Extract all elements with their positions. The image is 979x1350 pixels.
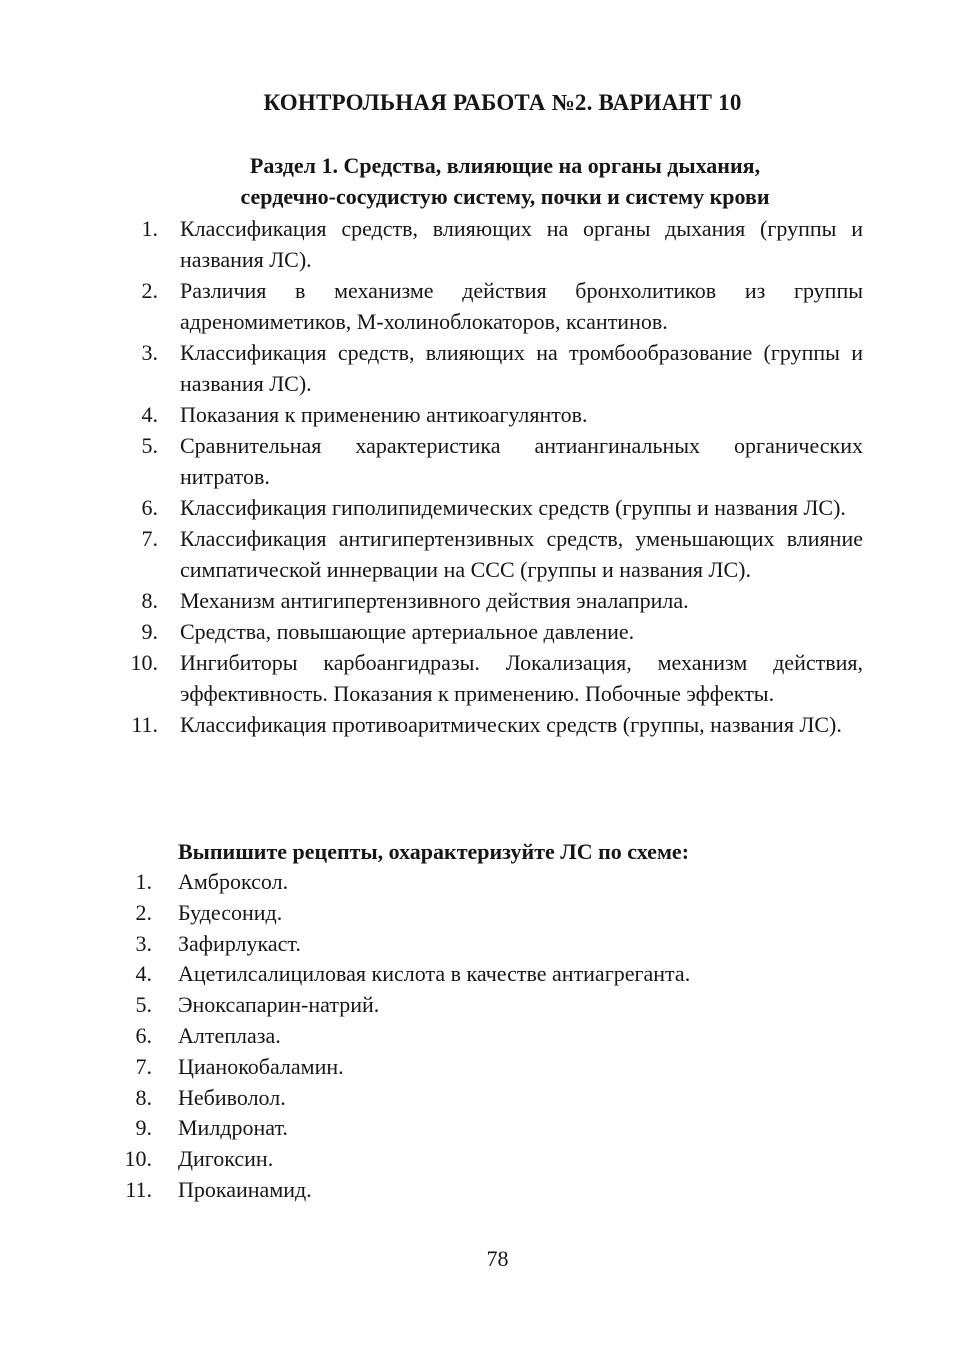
prescription-number: 11. <box>125 1176 152 1202</box>
section-heading <box>0 150 979 212</box>
question-text: Ингибиторы карбоангидразы. Локализация, механизм действия, эффективность. Показания к применению. Побочные эффекты. <box>180 650 863 706</box>
question-number: 3. <box>141 340 158 365</box>
question-item <box>0 337 863 399</box>
prescriptions-heading: Выпишите рецепты, охарактеризуйте ЛС по схеме: <box>178 839 690 864</box>
question-item <box>0 647 863 709</box>
prescription-text: Алтеплаза. <box>178 1022 281 1048</box>
question-number: 10. <box>130 650 158 675</box>
question-number: 8. <box>141 588 158 613</box>
prescription-number: 4. <box>135 961 152 987</box>
prescription-number: 10. <box>124 1146 152 1172</box>
prescriptions-list <box>0 867 861 1206</box>
prescription-number: 2. <box>135 899 152 925</box>
prescription-item <box>0 1175 861 1206</box>
prescription-text: Эноксапарин-натрий. <box>178 992 380 1018</box>
question-number: 9. <box>141 619 158 644</box>
prescription-number: 6. <box>135 1022 152 1048</box>
prescription-number: 7. <box>135 1053 152 1079</box>
prescription-item <box>0 867 861 898</box>
prescription-item <box>0 1144 861 1175</box>
section-heading-line-2: сердечно-сосудистую систему, почки и систему крови <box>240 184 770 209</box>
prescription-number: 3. <box>135 930 152 956</box>
question-text: Классификация антигипертензивных средств, уменьшающих влияние симпатической иннервации на ССС (группы и названия ЛС). <box>180 526 863 582</box>
question-item <box>0 399 863 430</box>
prescription-item <box>0 990 861 1021</box>
prescription-item <box>0 1052 861 1083</box>
prescription-number: 1. <box>135 869 152 894</box>
prescription-number: 8. <box>135 1084 152 1110</box>
question-text: Классификация противоаритмических средств (группы, названия ЛС). <box>180 712 842 737</box>
question-number: 1. <box>141 216 158 241</box>
question-item <box>0 492 863 523</box>
prescription-item <box>0 959 861 990</box>
question-text: Классификация гиполипидемических средств (группы и названия ЛС). <box>180 495 846 520</box>
prescription-item <box>0 1113 861 1144</box>
question-item <box>0 523 863 585</box>
section-heading-line-1: Раздел 1. Средства, влияющие на органы дыхания, <box>249 153 761 178</box>
question-text: Показания к применению антикоагулянтов. <box>180 402 588 427</box>
question-number: 7. <box>141 526 158 551</box>
prescription-item <box>0 1021 861 1052</box>
prescription-text: Будесонид. <box>178 899 283 925</box>
question-text: Классификация средств, влияющих на органы дыхания (группы и названия ЛС). <box>180 216 863 272</box>
prescription-text: Дигоксин. <box>178 1146 274 1172</box>
question-item <box>0 709 863 740</box>
question-number: 2. <box>141 278 158 303</box>
page-number: 78 <box>486 1246 509 1271</box>
question-text: Средства, повышающие артериальное давление. <box>180 619 635 644</box>
question-item <box>0 213 863 275</box>
prescription-item <box>0 929 861 960</box>
prescription-text: Зафирлукаст. <box>178 930 301 956</box>
page-title: КОНТРОЛЬНАЯ РАБОТА №2. ВАРИАНТ 10 <box>263 90 742 115</box>
question-text: Классификация средств, влияющих на тромбообразование (группы и названия ЛС). <box>180 340 863 396</box>
questions-list <box>0 213 863 740</box>
prescription-item <box>0 898 861 929</box>
prescription-text: Цианокобаламин. <box>178 1053 344 1079</box>
question-text: Сравнительная характеристика антиангинальных органических нитратов. <box>180 433 863 489</box>
question-text: Различия в механизме действия бронхолитиков из группы адреномиметиков, М-холиноблокаторов, ксантинов. <box>180 278 863 334</box>
question-number: 6. <box>141 495 158 520</box>
question-number: 11. <box>131 712 158 737</box>
question-item <box>0 585 863 616</box>
prescription-text: Прокаинамид. <box>178 1176 312 1202</box>
prescription-text: Небиволол. <box>178 1084 286 1110</box>
question-item <box>0 430 863 492</box>
prescription-item <box>0 1083 861 1114</box>
question-item <box>0 275 863 337</box>
question-item <box>0 616 863 647</box>
prescription-number: 5. <box>135 992 152 1018</box>
question-number: 4. <box>141 402 158 427</box>
prescription-text: Ацетилсалициловая кислота в качестве антиагреганта. <box>178 961 691 987</box>
prescription-number: 9. <box>135 1115 152 1141</box>
question-text: Механизм антигипертензивного действия эналаприла. <box>180 588 689 613</box>
prescription-text: Милдронат. <box>178 1115 288 1141</box>
prescription-text: Амброксол. <box>178 869 289 894</box>
question-number: 5. <box>141 433 158 458</box>
